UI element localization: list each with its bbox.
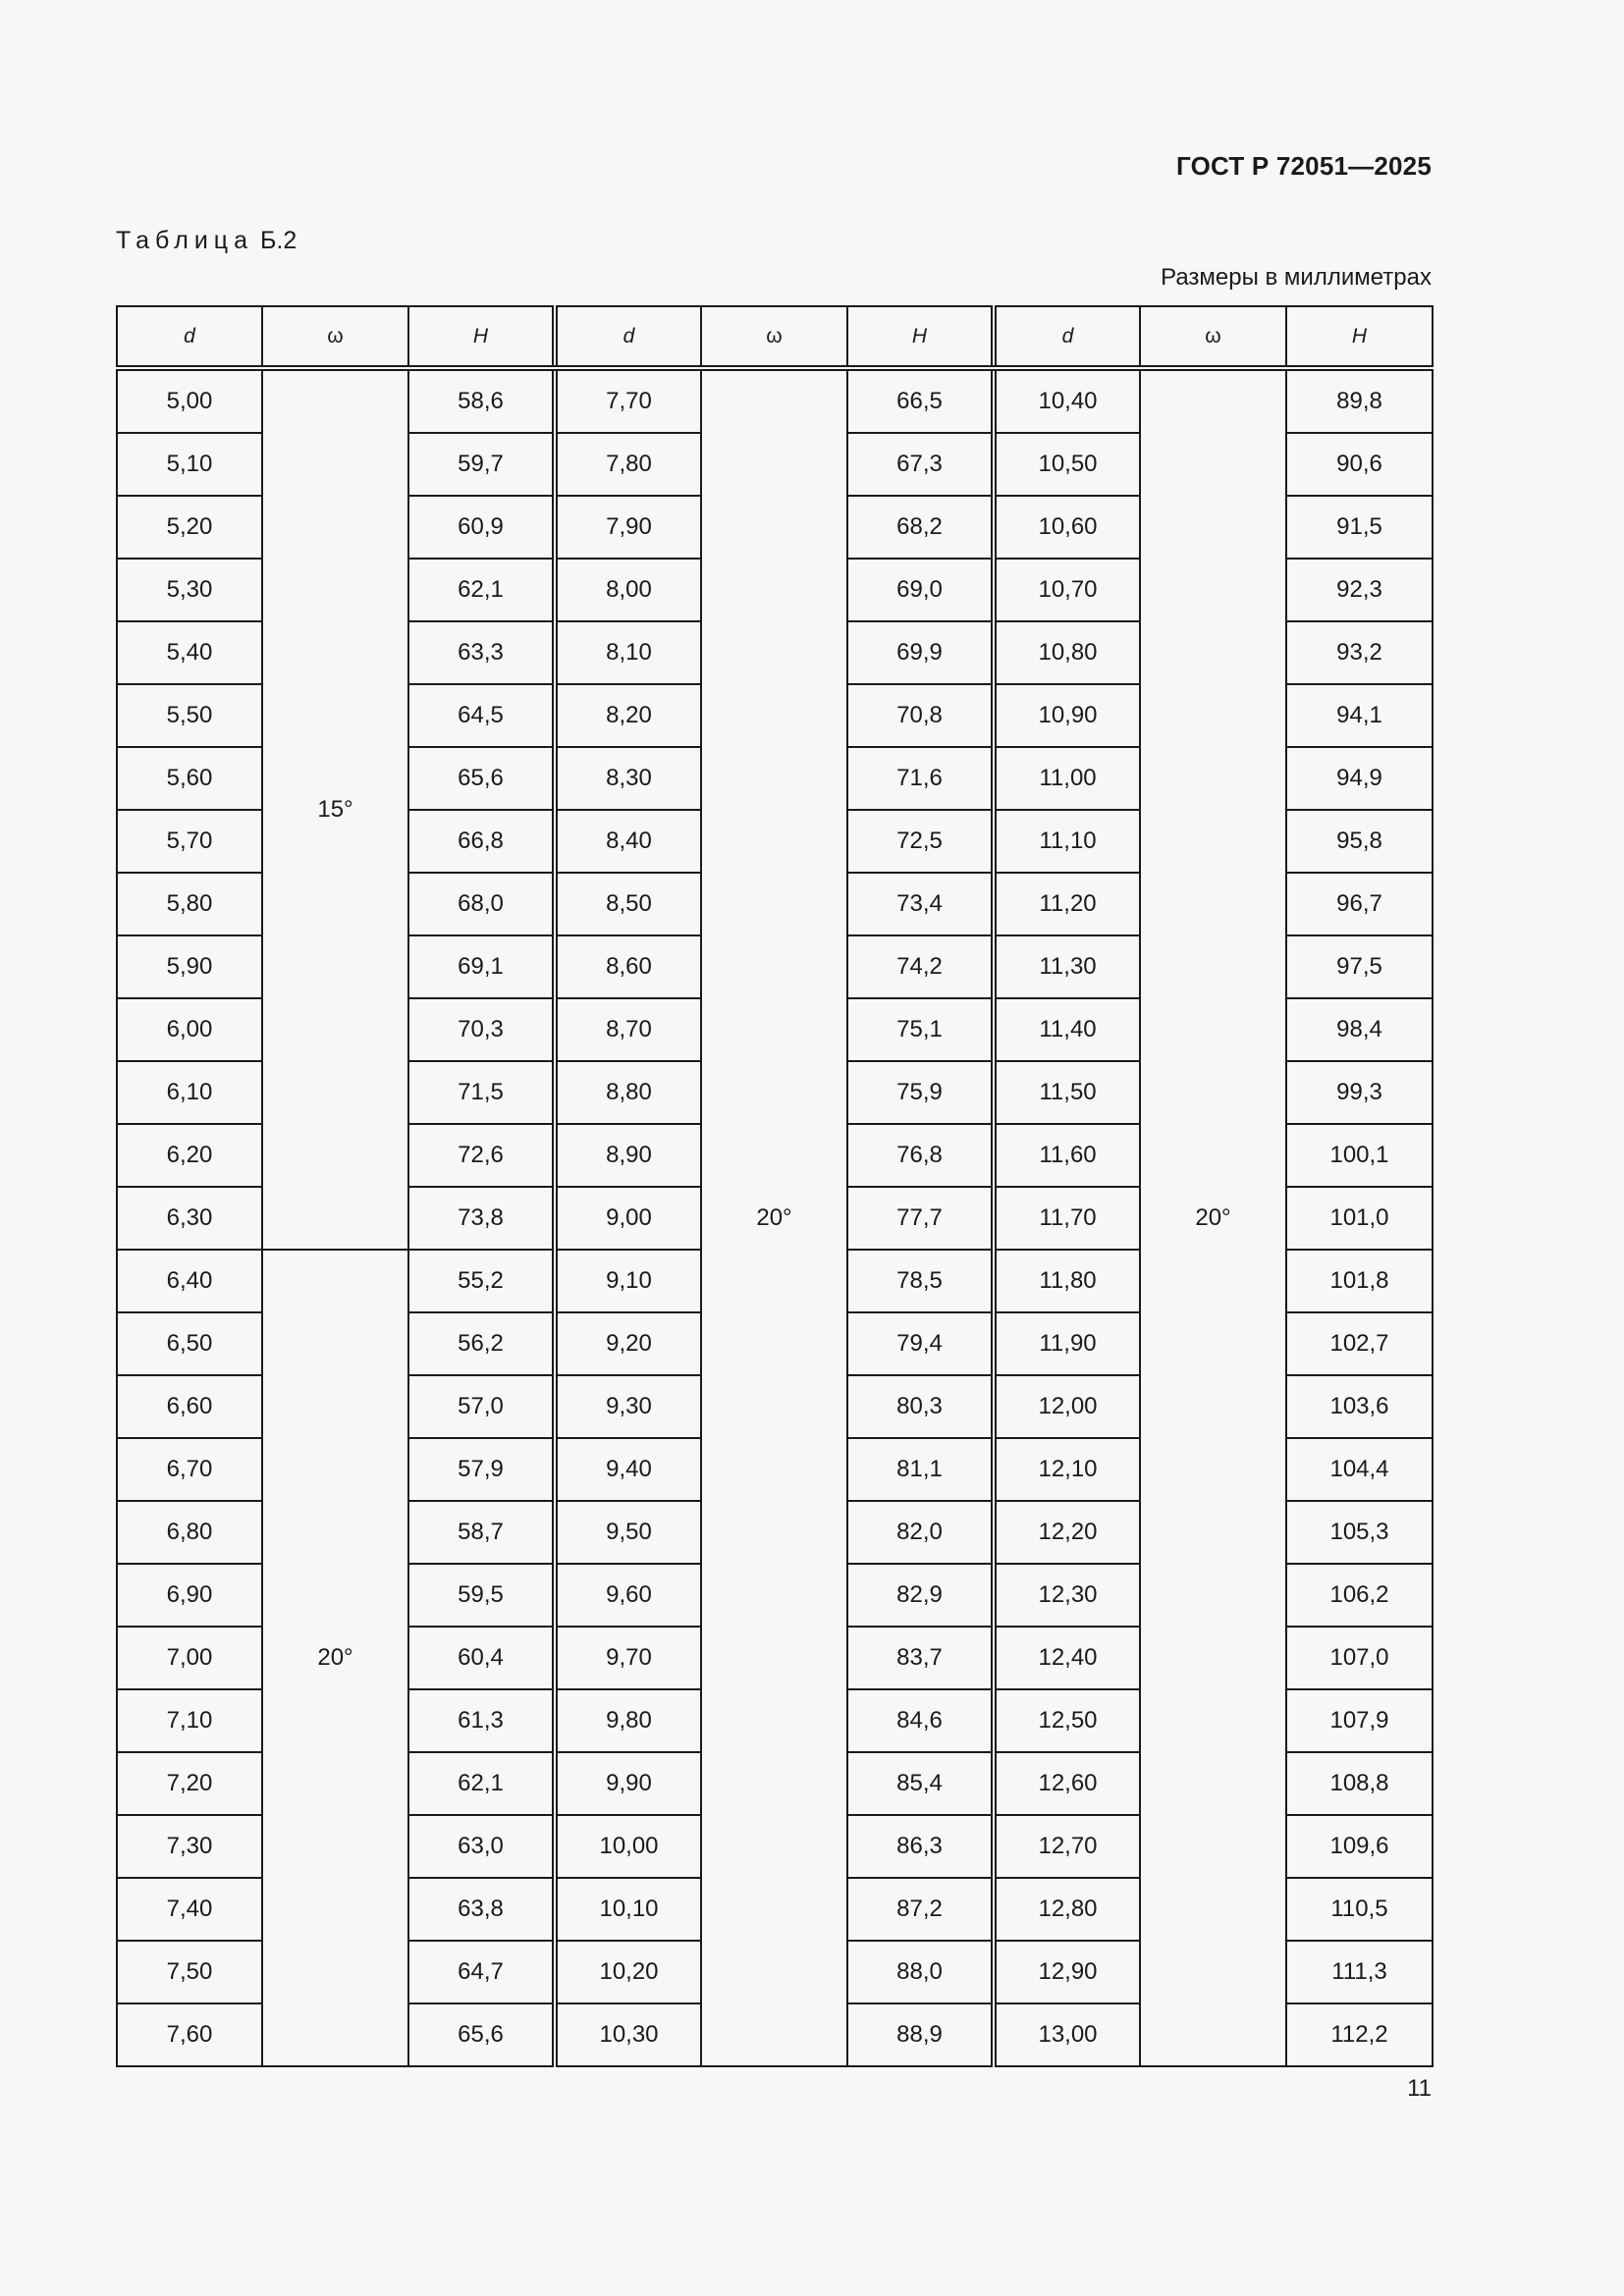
cell-d: 12,40	[994, 1627, 1140, 1689]
cell-h: 62,1	[408, 1752, 555, 1815]
cell-h: 69,0	[847, 559, 994, 621]
cell-d: 12,70	[994, 1815, 1140, 1878]
cell-d: 8,60	[555, 935, 701, 998]
cell-d: 6,90	[117, 1564, 262, 1627]
cell-h: 78,5	[847, 1250, 994, 1312]
cell-d: 7,90	[555, 496, 701, 559]
cell-h: 73,8	[408, 1187, 555, 1250]
cell-d: 11,30	[994, 935, 1140, 998]
cell-h: 63,8	[408, 1878, 555, 1941]
table-header-row	[117, 306, 1433, 368]
cell-h: 98,4	[1286, 998, 1433, 1061]
cell-d: 6,40	[117, 1250, 262, 1312]
cell-h: 62,1	[408, 559, 555, 621]
cell-d: 9,40	[555, 1438, 701, 1501]
cell-h: 75,1	[847, 998, 994, 1061]
cell-h: 86,3	[847, 1815, 994, 1878]
cell-d: 7,30	[117, 1815, 262, 1878]
cell-d: 13,00	[994, 2003, 1140, 2066]
cell-d: 11,70	[994, 1187, 1140, 1250]
cell-d: 9,20	[555, 1312, 701, 1375]
cell-d: 8,50	[555, 873, 701, 935]
cell-h: 74,2	[847, 935, 994, 998]
document-code: ГОСТ Р 72051—2025	[1176, 151, 1432, 181]
cell-h: 60,9	[408, 496, 555, 559]
cell-h: 63,3	[408, 621, 555, 684]
cell-h: 66,8	[408, 810, 555, 873]
cell-d: 9,60	[555, 1564, 701, 1627]
cell-omega: 20°	[701, 368, 847, 2066]
cell-h: 59,7	[408, 433, 555, 496]
cell-h: 61,3	[408, 1689, 555, 1752]
cell-h: 69,9	[847, 621, 994, 684]
cell-d: 9,70	[555, 1627, 701, 1689]
cell-d: 12,60	[994, 1752, 1140, 1815]
cell-d: 12,10	[994, 1438, 1140, 1501]
cell-d: 11,80	[994, 1250, 1140, 1312]
cell-d: 12,00	[994, 1375, 1140, 1438]
cell-d: 12,90	[994, 1941, 1140, 2003]
cell-h: 89,8	[1286, 368, 1433, 433]
cell-h: 111,3	[1286, 1941, 1433, 2003]
column-header-h: H	[1286, 306, 1433, 368]
cell-h: 59,5	[408, 1564, 555, 1627]
cell-d: 10,00	[555, 1815, 701, 1878]
cell-h: 87,2	[847, 1878, 994, 1941]
cell-h: 96,7	[1286, 873, 1433, 935]
page-number: 11	[1407, 2075, 1432, 2102]
cell-h: 64,7	[408, 1941, 555, 2003]
cell-h: 88,9	[847, 2003, 994, 2066]
cell-h: 80,3	[847, 1375, 994, 1438]
cell-omega: 15°	[262, 368, 408, 1250]
cell-d: 8,40	[555, 810, 701, 873]
cell-h: 60,4	[408, 1627, 555, 1689]
cell-d: 7,40	[117, 1878, 262, 1941]
cell-h: 57,0	[408, 1375, 555, 1438]
cell-h: 101,0	[1286, 1187, 1433, 1250]
column-header-omega: ω	[701, 306, 847, 368]
cell-h: 77,7	[847, 1187, 994, 1250]
cell-d: 5,60	[117, 747, 262, 810]
cell-d: 11,00	[994, 747, 1140, 810]
table-caption	[116, 227, 297, 255]
cell-h: 94,9	[1286, 747, 1433, 810]
cell-h: 79,4	[847, 1312, 994, 1375]
cell-d: 11,90	[994, 1312, 1140, 1375]
column-header-h: H	[847, 306, 994, 368]
cell-h: 63,0	[408, 1815, 555, 1878]
cell-d: 6,20	[117, 1124, 262, 1187]
cell-h: 68,0	[408, 873, 555, 935]
cell-d: 5,30	[117, 559, 262, 621]
cell-d: 6,30	[117, 1187, 262, 1250]
table-body	[117, 368, 1433, 2066]
cell-h: 93,2	[1286, 621, 1433, 684]
cell-d: 5,70	[117, 810, 262, 873]
column-header-h: H	[408, 306, 555, 368]
cell-h: 71,5	[408, 1061, 555, 1124]
cell-h: 82,0	[847, 1501, 994, 1564]
cell-d: 8,10	[555, 621, 701, 684]
cell-d: 10,30	[555, 2003, 701, 2066]
cell-h: 65,6	[408, 747, 555, 810]
cell-d: 8,70	[555, 998, 701, 1061]
cell-d: 10,40	[994, 368, 1140, 433]
cell-d: 10,70	[994, 559, 1140, 621]
cell-d: 8,30	[555, 747, 701, 810]
cell-h: 91,5	[1286, 496, 1433, 559]
cell-d: 9,30	[555, 1375, 701, 1438]
cell-h: 94,1	[1286, 684, 1433, 747]
cell-h: 70,8	[847, 684, 994, 747]
cell-h: 71,6	[847, 747, 994, 810]
cell-d: 10,90	[994, 684, 1140, 747]
cell-d: 7,50	[117, 1941, 262, 2003]
cell-h: 73,4	[847, 873, 994, 935]
cell-d: 8,20	[555, 684, 701, 747]
cell-d: 9,90	[555, 1752, 701, 1815]
cell-h: 70,3	[408, 998, 555, 1061]
cell-omega: 20°	[262, 1250, 408, 2066]
cell-h: 82,9	[847, 1564, 994, 1627]
cell-h: 58,6	[408, 368, 555, 433]
cell-h: 102,7	[1286, 1312, 1433, 1375]
column-header-d: d	[555, 306, 701, 368]
cell-h: 107,0	[1286, 1627, 1433, 1689]
cell-d: 9,00	[555, 1187, 701, 1250]
cell-h: 58,7	[408, 1501, 555, 1564]
cell-h: 105,3	[1286, 1501, 1433, 1564]
cell-d: 7,20	[117, 1752, 262, 1815]
cell-d: 12,20	[994, 1501, 1140, 1564]
cell-d: 11,60	[994, 1124, 1140, 1187]
cell-h: 67,3	[847, 433, 994, 496]
cell-h: 75,9	[847, 1061, 994, 1124]
cell-h: 109,6	[1286, 1815, 1433, 1878]
cell-h: 76,8	[847, 1124, 994, 1187]
table-caption-word: Таблица	[116, 227, 254, 254]
cell-h: 107,9	[1286, 1689, 1433, 1752]
cell-h: 88,0	[847, 1941, 994, 2003]
cell-d: 12,80	[994, 1878, 1140, 1941]
column-header-d: d	[994, 306, 1140, 368]
cell-d: 11,40	[994, 998, 1140, 1061]
cell-d: 10,20	[555, 1941, 701, 2003]
cell-d: 5,90	[117, 935, 262, 998]
cell-h: 81,1	[847, 1438, 994, 1501]
cell-d: 5,50	[117, 684, 262, 747]
cell-d: 5,20	[117, 496, 262, 559]
cell-h: 83,7	[847, 1627, 994, 1689]
cell-d: 6,00	[117, 998, 262, 1061]
cell-h: 84,6	[847, 1689, 994, 1752]
cell-d: 10,50	[994, 433, 1140, 496]
cell-d: 9,80	[555, 1689, 701, 1752]
cell-d: 10,80	[994, 621, 1140, 684]
cell-omega: 20°	[1140, 368, 1286, 2066]
cell-h: 72,6	[408, 1124, 555, 1187]
column-header-omega: ω	[262, 306, 408, 368]
cell-h: 106,2	[1286, 1564, 1433, 1627]
cell-h: 57,9	[408, 1438, 555, 1501]
cell-h: 92,3	[1286, 559, 1433, 621]
cell-d: 6,80	[117, 1501, 262, 1564]
cell-d: 9,10	[555, 1250, 701, 1312]
cell-d: 11,20	[994, 873, 1140, 935]
cell-h: 64,5	[408, 684, 555, 747]
cell-d: 12,30	[994, 1564, 1140, 1627]
table-caption-number: Б.2	[259, 227, 298, 254]
cell-h: 110,5	[1286, 1878, 1433, 1941]
cell-d: 7,00	[117, 1627, 262, 1689]
cell-d: 9,50	[555, 1501, 701, 1564]
cell-h: 97,5	[1286, 935, 1433, 998]
cell-h: 72,5	[847, 810, 994, 873]
cell-h: 55,2	[408, 1250, 555, 1312]
cell-h: 66,5	[847, 368, 994, 433]
cell-d: 6,50	[117, 1312, 262, 1375]
cell-d: 8,80	[555, 1061, 701, 1124]
cell-h: 103,6	[1286, 1375, 1433, 1438]
cell-d: 12,50	[994, 1689, 1140, 1752]
cell-d: 5,00	[117, 368, 262, 433]
cell-h: 85,4	[847, 1752, 994, 1815]
column-header-omega: ω	[1140, 306, 1286, 368]
cell-d: 7,80	[555, 433, 701, 496]
cell-h: 69,1	[408, 935, 555, 998]
cell-d: 8,90	[555, 1124, 701, 1187]
cell-d: 7,10	[117, 1689, 262, 1752]
cell-h: 108,8	[1286, 1752, 1433, 1815]
cell-d: 6,10	[117, 1061, 262, 1124]
cell-h: 90,6	[1286, 433, 1433, 496]
cell-h: 100,1	[1286, 1124, 1433, 1187]
units-note: Размеры в миллиметрах	[1161, 264, 1432, 291]
cell-d: 7,70	[555, 368, 701, 433]
cell-d: 6,70	[117, 1438, 262, 1501]
cell-d: 11,10	[994, 810, 1140, 873]
cell-h: 112,2	[1286, 2003, 1433, 2066]
table-row	[117, 368, 1433, 433]
cell-h: 104,4	[1286, 1438, 1433, 1501]
cell-d: 6,60	[117, 1375, 262, 1438]
cell-d: 8,00	[555, 559, 701, 621]
cell-h: 68,2	[847, 496, 994, 559]
cell-h: 99,3	[1286, 1061, 1433, 1124]
cell-d: 10,60	[994, 496, 1140, 559]
cell-d: 11,50	[994, 1061, 1140, 1124]
cell-d: 10,10	[555, 1878, 701, 1941]
cell-h: 101,8	[1286, 1250, 1433, 1312]
cell-d: 5,40	[117, 621, 262, 684]
cell-h: 56,2	[408, 1312, 555, 1375]
cell-d: 5,80	[117, 873, 262, 935]
cell-d: 5,10	[117, 433, 262, 496]
column-header-d: d	[117, 306, 262, 368]
cell-h: 65,6	[408, 2003, 555, 2066]
dimensions-table	[116, 305, 1434, 2067]
cell-d: 7,60	[117, 2003, 262, 2066]
cell-h: 95,8	[1286, 810, 1433, 873]
